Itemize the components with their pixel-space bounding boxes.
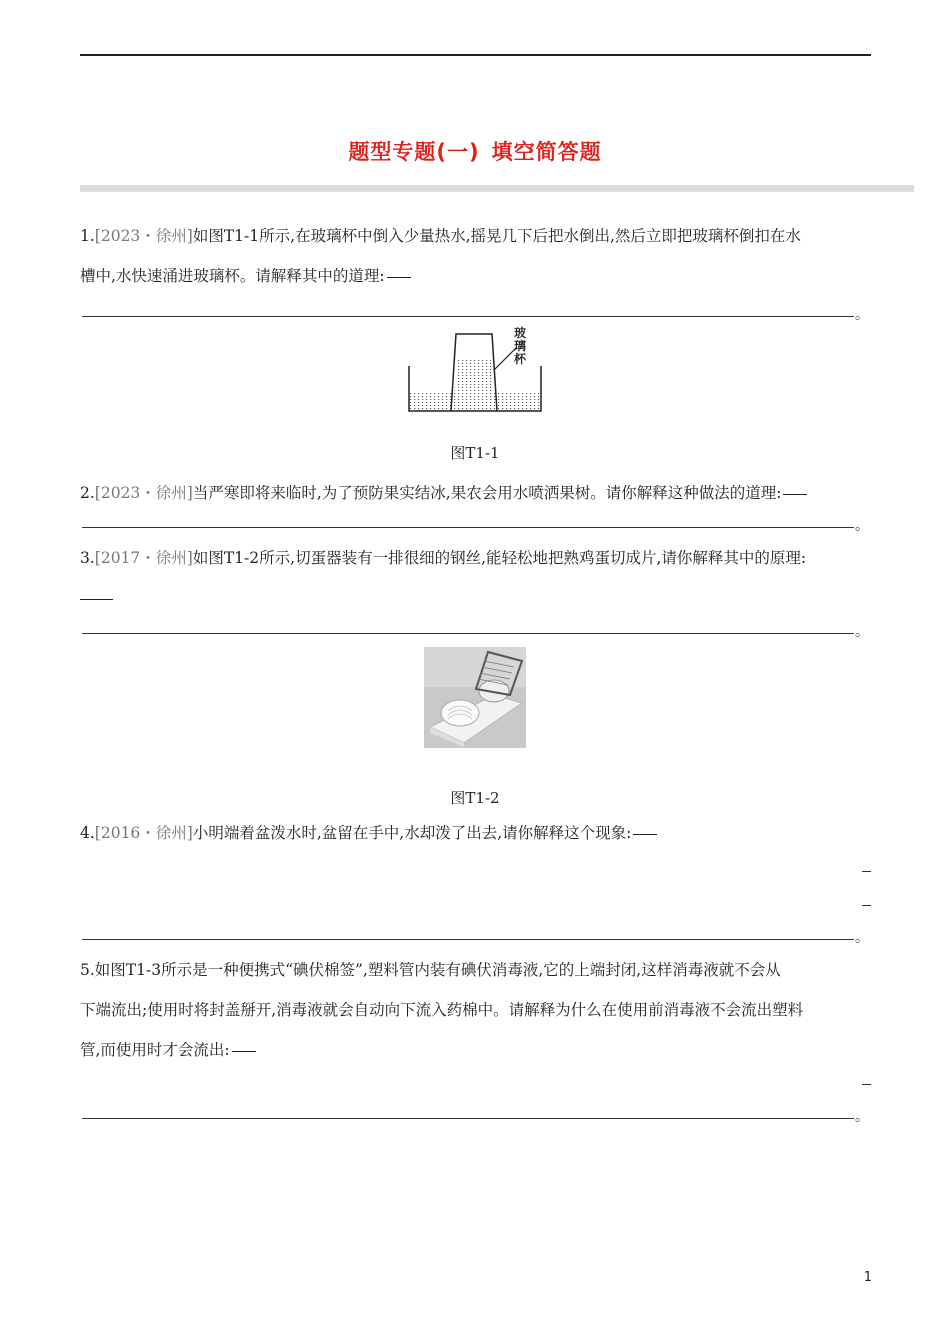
period: 。 (855, 518, 869, 534)
question-source: [2023・徐州] (94, 484, 193, 502)
question-1: 1.[2023・徐州]如图T1-1所示,在玻璃杯中倒入少量热水,摇晃几下后把水倒出,然后立即把玻璃杯倒扣在水 槽中,水快速涌进玻璃杯。请解释其中的道理: (80, 227, 801, 285)
answer-blank (80, 599, 113, 600)
answer-blank (387, 276, 411, 278)
question-source: [2016・徐州] (94, 824, 193, 842)
answer-line (82, 633, 854, 634)
figure-caption: 图T1-1 (450, 444, 500, 462)
answer-line (82, 527, 854, 528)
answer-dash (862, 1084, 871, 1085)
egg-slicer-photo (424, 647, 526, 748)
answer-dash (862, 905, 871, 906)
glass-water (453, 358, 495, 411)
page-title: 题型专题(一) 填空简答题 (348, 140, 602, 164)
period: 。 (855, 307, 869, 323)
answer-line (82, 1118, 854, 1119)
top-rule (80, 54, 871, 56)
figure-caption: 图T1-2 (450, 789, 500, 807)
period: 。 (855, 1109, 869, 1125)
label-pointer (494, 348, 516, 370)
question-source: [2023・徐州] (94, 227, 193, 245)
question-3: 3.[2017・徐州]如图T1-2所示,切蛋器装有一排很细的钢丝,能轻松地把熟鸡蛋切成片,请你解释其中的原理: (80, 549, 807, 567)
answer-blank (633, 833, 657, 835)
period: 。 (855, 930, 869, 946)
question-source: [2017・徐州] (94, 549, 193, 567)
answer-blank (783, 493, 807, 495)
page-number: 1 (863, 1270, 872, 1285)
period: 。 (855, 624, 869, 640)
question-5: 5.如图T1-3所示是一种便携式“碘伏棉签”,塑料管内装有碘伏消毒液,它的上端封闭,这样消毒液就不会从 下端流出;使用时将封盖掰开,消毒液就会自动向下流入药棉中。请解释为什么在使用前消毒液不会流出塑料 管,而使用时才会流出: (80, 961, 804, 1059)
glass-label: 玻璃杯 (514, 326, 527, 366)
title-divider (80, 185, 914, 192)
question-4: 4.[2016・徐州]小明端着盆泼水时,盆留在手中,水却泼了出去,请你解释这个现象: (80, 813, 880, 853)
question-2: 2.[2023・徐州]当严寒即将来临时,为了预防果实结冰,果农会用水喷洒果树。请你解释这种做法的道理: (80, 473, 880, 513)
answer-line (82, 316, 854, 317)
answer-dash (862, 871, 871, 872)
answer-line (82, 939, 854, 940)
answer-blank (232, 1050, 256, 1052)
